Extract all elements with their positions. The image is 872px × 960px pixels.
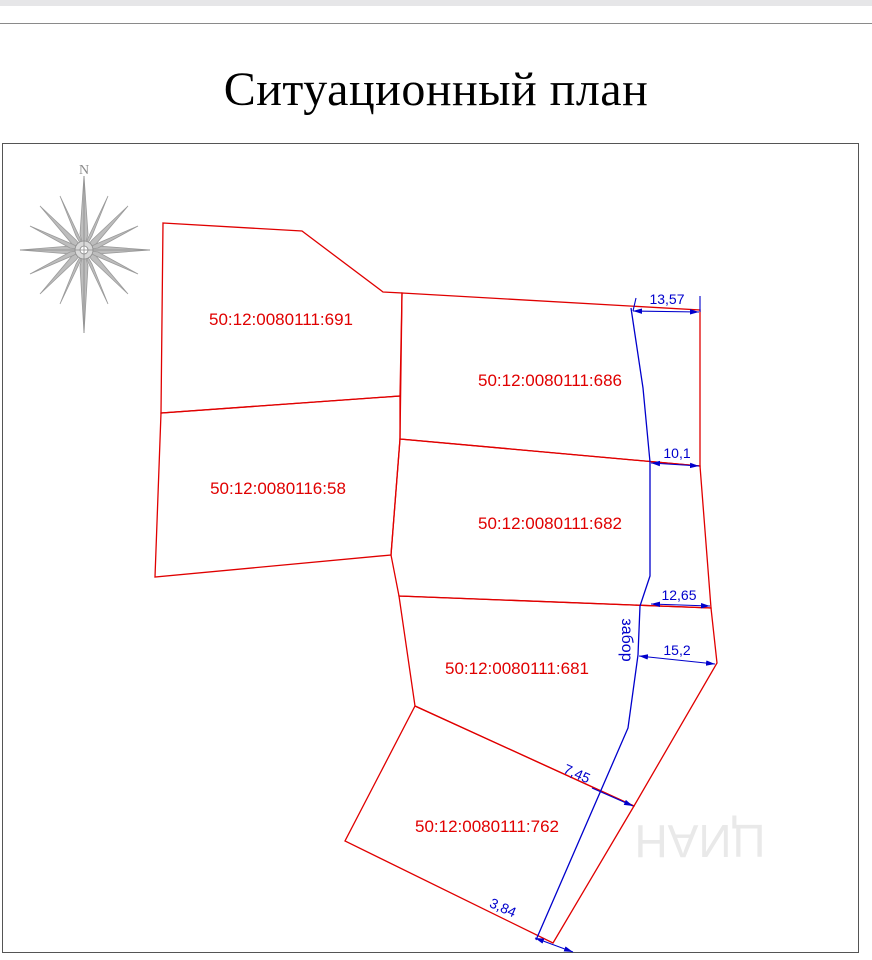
dimension-line-13-57 [633,311,699,312]
watermark: ЦИАН [634,815,766,867]
parcel-label-58: 50:12:0080116:58 [210,479,346,498]
compass-north-label: N [78,163,90,178]
fence-label: забор [618,618,635,662]
parcel-681 [399,596,717,806]
parcel-label-686: 50:12:0080111:686 [477,371,623,390]
parcel-label-691: 50:12:0080111:691 [208,310,354,329]
dimension-label-12-65: 12,65 [661,587,697,603]
dimension-label-3-84: 3,84 [487,894,519,921]
dimension-label-7-45: 7,45 [561,760,593,787]
compass-rose-icon [20,176,150,333]
dimension-label-13-57: 13,57 [649,291,685,307]
page-title: Ситуационный план [223,63,649,116]
dimension-label-15-2: 15,2 [663,642,691,658]
dimension-label-10-1: 10,1 [663,445,691,461]
parcel-label-682: 50:12:0080111:682 [477,514,623,533]
parcel-label-681: 50:12:0080111:681 [444,659,590,678]
parcel-label-762: 50:12:0080111:762 [414,817,560,836]
